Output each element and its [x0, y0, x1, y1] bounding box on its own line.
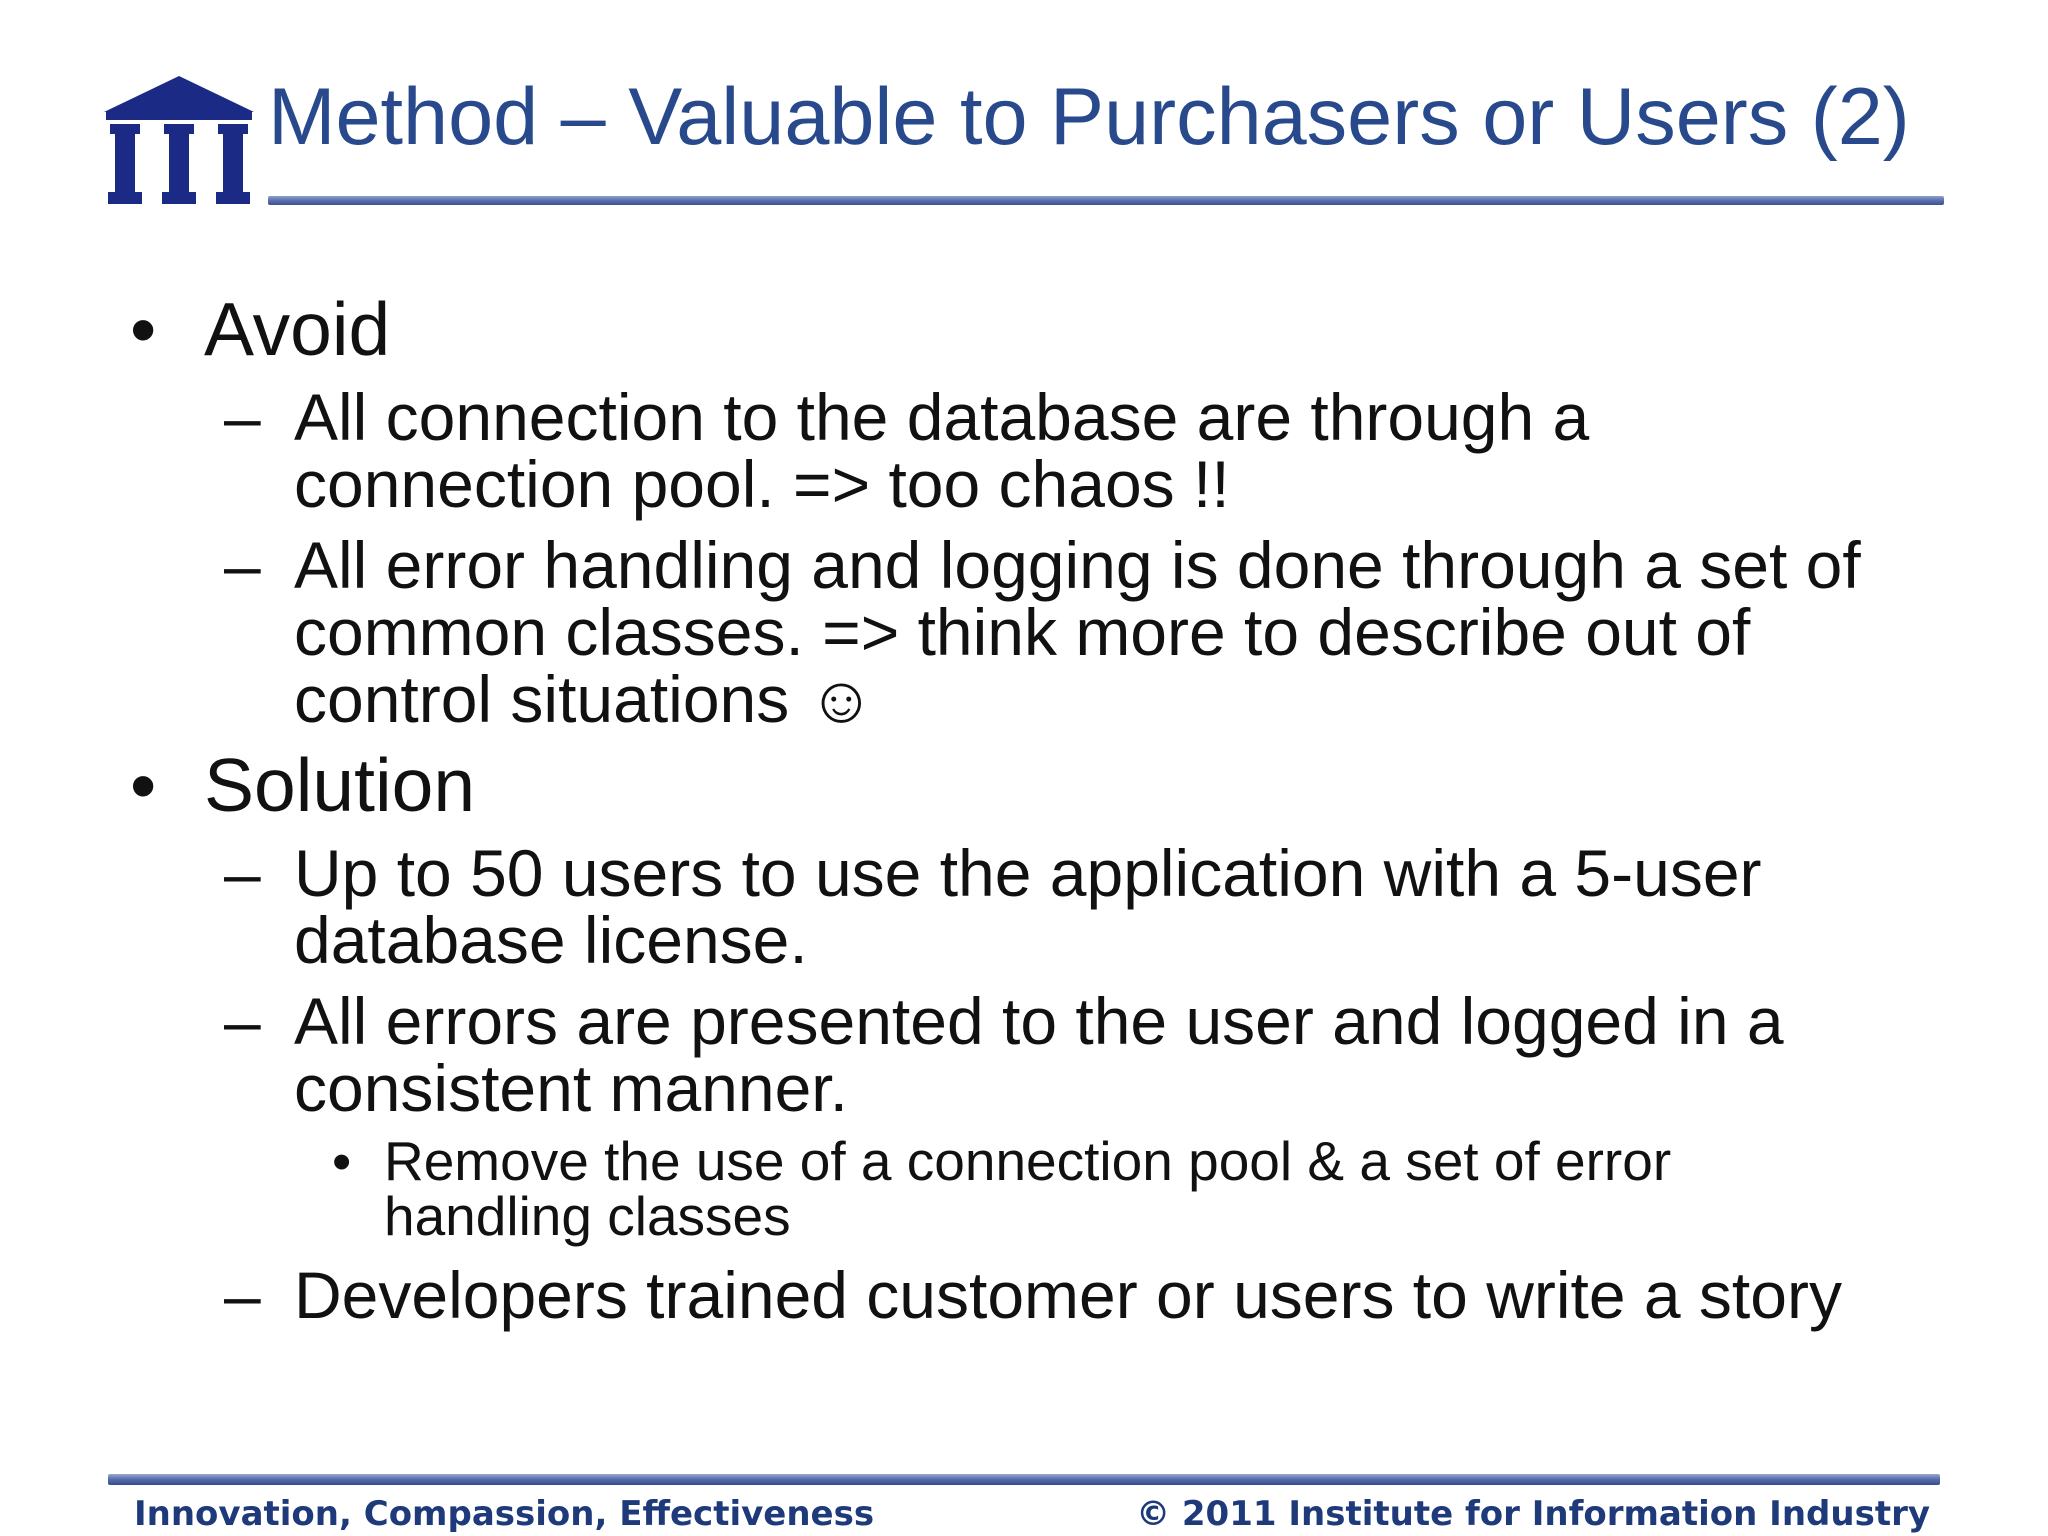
slide-title: Method – Valuable to Purchasers or Users (2) — [268, 72, 1910, 162]
sub-bullet-line: consistent manner. — [294, 1051, 848, 1125]
sub-bullet-line: All errors are presented to the user and logged in a — [294, 984, 1784, 1058]
sub-sub-bullet-line: handling classes — [384, 1185, 791, 1247]
footer-rule — [108, 1474, 1940, 1485]
dash-marker: – — [224, 380, 261, 454]
sub-bullet-developers-trained — [224, 1258, 1842, 1332]
sub-bullet-line: common classes. => think more to describe out of — [294, 595, 1751, 669]
footer-motto: Innovation, Compassion, Effectiveness — [134, 1494, 875, 1534]
dash-marker: – — [224, 836, 261, 910]
sub-bullet-line: control situations ☺ — [294, 662, 875, 736]
sub-bullet-line: All connection to the database are through a — [294, 380, 1590, 454]
dash-marker: – — [224, 528, 261, 602]
bullet-avoid — [130, 284, 391, 374]
sub-sub-bullet-remove-pool — [332, 1130, 1672, 1247]
sub-sub-bullet-line: Remove the use of a connection pool & a set of error — [384, 1130, 1672, 1192]
bullet-label: Avoid — [204, 287, 391, 371]
sub-bullet-error-handling — [224, 528, 1861, 736]
sub-bullet-connection-pool — [224, 380, 1590, 521]
bullet-marker: • — [130, 743, 157, 827]
bullet-marker: • — [130, 287, 157, 371]
bullet-label: Solution — [204, 743, 476, 827]
footer-copyright: © 2011 Institute for Information Industry — [1136, 1494, 1930, 1534]
dash-marker: – — [224, 984, 261, 1058]
sub-bullet-line: database license. — [294, 903, 808, 977]
sub-bullet-users-license — [224, 836, 1762, 977]
institution-building-icon — [100, 72, 258, 208]
sub-bullet-errors-presented — [224, 984, 1784, 1125]
bullet-solution — [130, 740, 476, 830]
sub-bullet-line: Developers trained customer or users to write a story — [294, 1258, 1842, 1332]
title-underline — [268, 196, 1944, 205]
sub-bullet-line: connection pool. => too chaos !! — [294, 447, 1230, 521]
sub-bullet-line: Up to 50 users to use the application with a 5-user — [294, 836, 1762, 910]
dash-marker: – — [224, 1258, 261, 1332]
sub-bullet-line: All error handling and logging is done through a set of — [294, 528, 1861, 602]
bullet-marker: • — [332, 1130, 352, 1192]
